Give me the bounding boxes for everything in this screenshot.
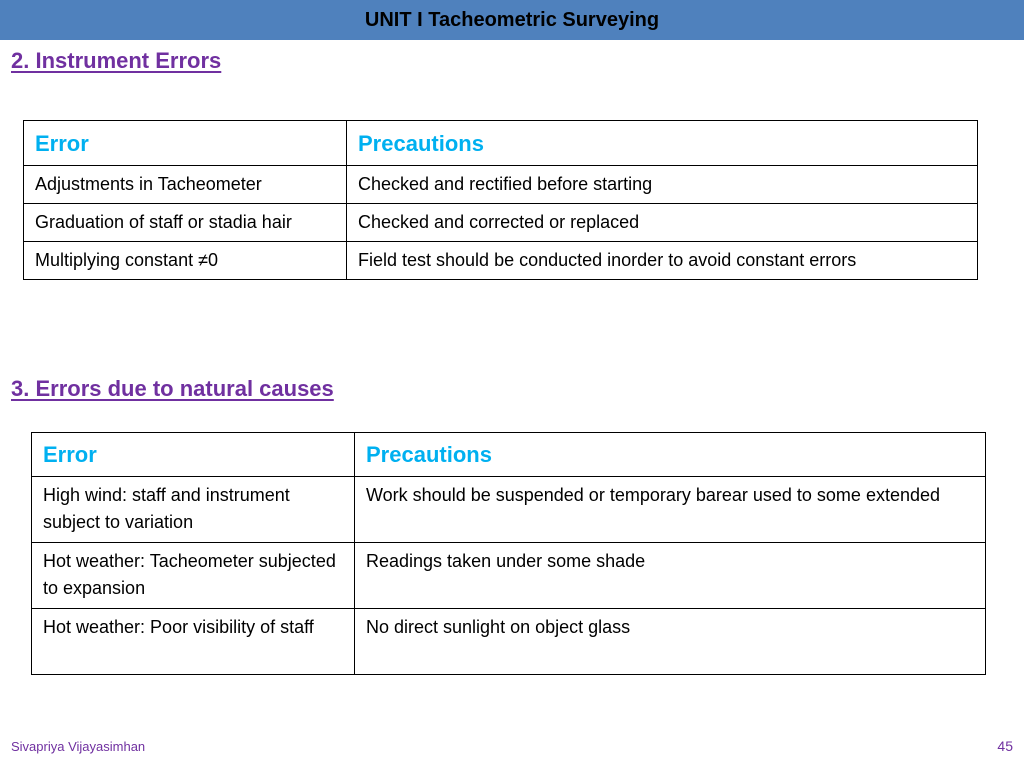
precaution-cell: Checked and rectified before starting xyxy=(347,166,978,204)
precaution-cell: No direct sunlight on object glass xyxy=(355,609,986,675)
error-cell: High wind: staff and instrument subject to variation xyxy=(32,477,355,543)
footer-author: Sivapriya Vijayasimhan xyxy=(11,739,146,754)
slide-title: UNIT I Tacheometric Surveying xyxy=(364,8,660,31)
table-row xyxy=(32,609,986,675)
instrument-errors-table xyxy=(23,120,978,280)
error-cell: Hot weather: Tacheometer subjected to expansion xyxy=(32,543,355,609)
precaution-cell: Work should be suspended or temporary barear used to some extended xyxy=(355,477,986,543)
error-cell: Graduation of staff or stadia hair xyxy=(24,204,347,242)
precaution-cell: Field test should be conducted inorder to avoid constant errors xyxy=(347,242,978,280)
error-cell: Adjustments in Tacheometer xyxy=(24,166,347,204)
page-number: 45 xyxy=(997,738,1013,754)
section-heading-instrument-errors: 2. Instrument Errors xyxy=(11,48,222,73)
title-bar xyxy=(0,0,1024,40)
precaution-cell: Checked and corrected or replaced xyxy=(347,204,978,242)
column-header-precautions: Precautions xyxy=(347,121,978,166)
table-row xyxy=(24,242,978,280)
table-row xyxy=(32,543,986,609)
natural-causes-table xyxy=(31,432,986,675)
error-cell: Hot weather: Poor visibility of staff xyxy=(32,609,355,675)
table-header-row xyxy=(24,121,978,166)
column-header-error: Error xyxy=(32,433,355,477)
column-header-precautions: Precautions xyxy=(355,433,986,477)
table-row xyxy=(24,204,978,242)
section-heading-natural-causes: 3. Errors due to natural causes xyxy=(11,376,334,401)
table-header-row xyxy=(32,433,986,477)
precaution-cell: Readings taken under some shade xyxy=(355,543,986,609)
column-header-error: Error xyxy=(24,121,347,166)
table-row xyxy=(24,166,978,204)
error-cell: Multiplying constant ≠0 xyxy=(24,242,347,280)
table-row xyxy=(32,477,986,543)
